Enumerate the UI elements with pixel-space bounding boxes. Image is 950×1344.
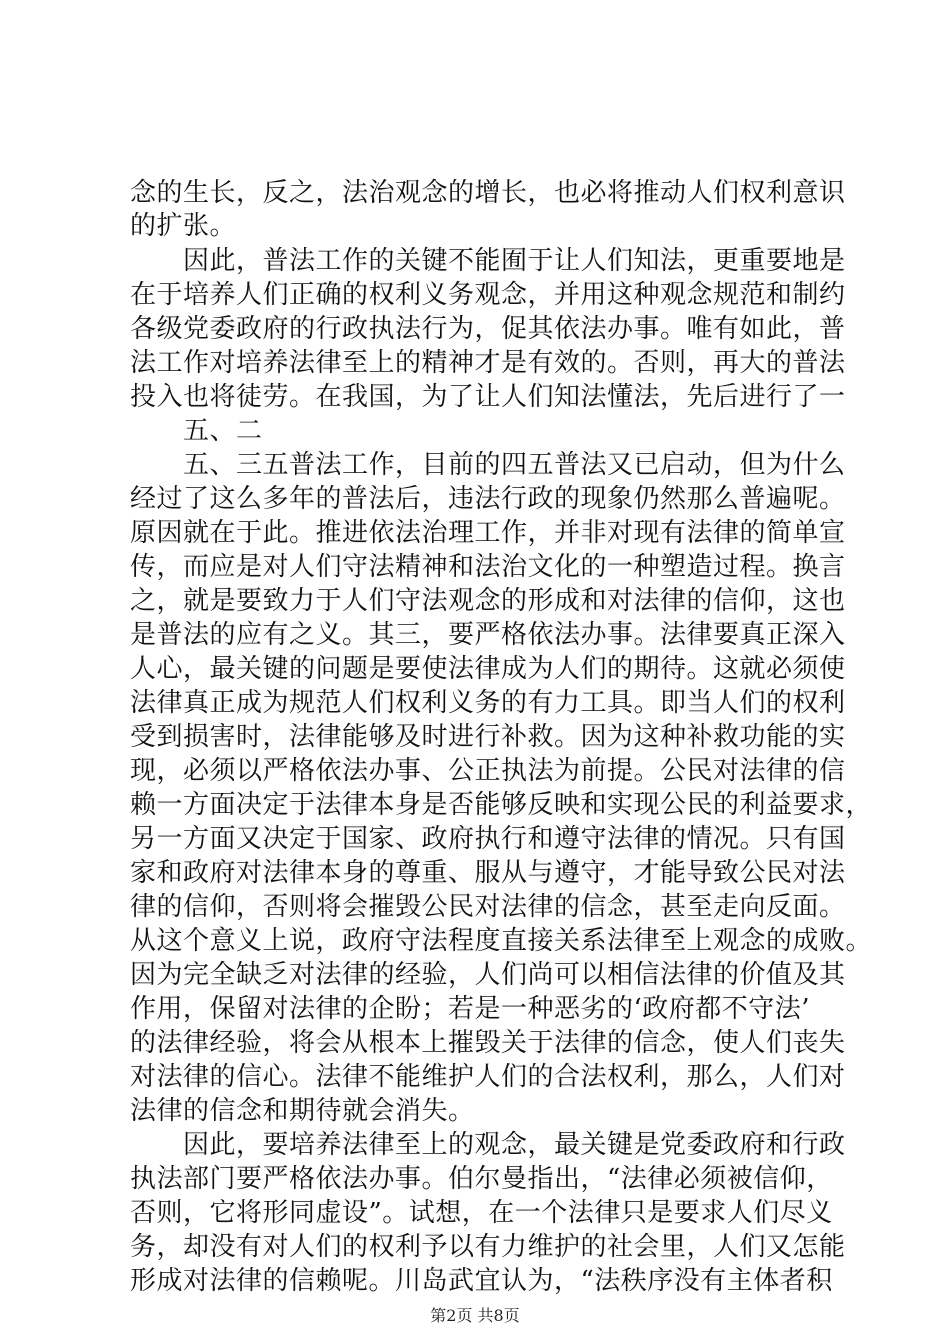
text-line: 之，就是要致力于人们守法观念的形成和对法律的信仰，这也 xyxy=(130,586,846,616)
text-line: 念的生长，反之，法治观念的增长，也必将推动人们权利意识 xyxy=(130,178,846,208)
text-line: 传，而应是对人们守法精神和法治文化的一种塑造过程。换言 xyxy=(130,552,846,582)
text-line: 务，却没有对人们的权利予以有力维护的社会里，人们又怎能 xyxy=(130,1232,846,1262)
text-line: 的法律经验，将会从根本上摧毁关于法律的信念，使人们丧失 xyxy=(130,1028,846,1058)
text-line: 五、三五普法工作，目前的四五普法又已启动，但为什么 xyxy=(130,450,846,480)
text-line: 因此，要培养法律至上的观念，最关键是党委政府和行政 xyxy=(130,1130,846,1160)
text-line: 各级党委政府的行政执法行为，促其依法办事。唯有如此，普 xyxy=(130,314,846,344)
text-line: 从这个意义上说，政府守法程度直接关系法律至上观念的成败。 xyxy=(130,926,873,956)
page-number-footer: 第2页 共8页 xyxy=(430,1306,520,1325)
text-line: 经过了这么多年的普法后，违法行政的现象仍然那么普遍呢。 xyxy=(130,484,846,514)
text-line: 对法律的信心。法律不能维护人们的合法权利，那么，人们对 xyxy=(130,1062,846,1092)
text-line: 家和政府对法律本身的尊重、服从与遵守，才能导致公民对法 xyxy=(130,858,846,888)
text-line: 另一方面又决定于国家、政府执行和遵守法律的情况。只有国 xyxy=(130,824,846,854)
text-line: 现，必须以严格依法办事、公正执法为前提。公民对法律的信 xyxy=(130,756,846,786)
text-line: 投入也将徒劳。在我国，为了让人们知法懂法，先后进行了一 xyxy=(130,382,846,412)
text-line: 作用，保留对法律的企盼；若是一种恶劣的‘政府都不守法’ xyxy=(130,994,811,1024)
text-line: 的扩张。 xyxy=(130,211,237,241)
text-line: 形成对法律的信赖呢。川岛武宜认为，“法秩序没有主体者积 xyxy=(130,1266,833,1296)
text-line: 人心，最关键的问题是要使法律成为人们的期待。这就必须使 xyxy=(130,654,846,684)
text-line: 执法部门要严格依法办事。伯尔曼指出，“法律必须被信仰， xyxy=(130,1164,833,1194)
text-line: 因为完全缺乏对法律的经验，人们尚可以相信法律的价值及其 xyxy=(130,960,846,990)
text-line: 否则，它将形同虚设”。试想，在一个法律只是要求人们尽义 xyxy=(130,1198,833,1228)
text-line: 五、二 xyxy=(130,416,263,446)
text-line: 法律的信念和期待就会消失。 xyxy=(130,1096,475,1126)
text-line: 受到损害时，法律能够及时进行补救。因为这种补救功能的实 xyxy=(130,722,846,752)
text-line: 原因就在于此。推进依法治理工作，并非对现有法律的简单宣 xyxy=(130,518,846,548)
text-line: 赖一方面决定于法律本身是否能够反映和实现公民的利益要求， xyxy=(130,790,873,820)
text-line: 律的信仰，否则将会摧毁公民对法律的信念，甚至走向反面。 xyxy=(130,892,846,922)
text-line: 是普法的应有之义。其三，要严格依法办事。法律要真正深入 xyxy=(130,620,846,650)
text-line: 法工作对培养法律至上的精神才是有效的。否则，再大的普法 xyxy=(130,348,846,378)
text-line: 法律真正成为规范人们权利义务的有力工具。即当人们的权利 xyxy=(130,688,846,718)
text-line: 在于培养人们正确的权利义务观念，并用这种观念规范和制约 xyxy=(130,280,846,310)
text-line: 因此，普法工作的关键不能囿于让人们知法，更重要地是 xyxy=(130,246,846,276)
